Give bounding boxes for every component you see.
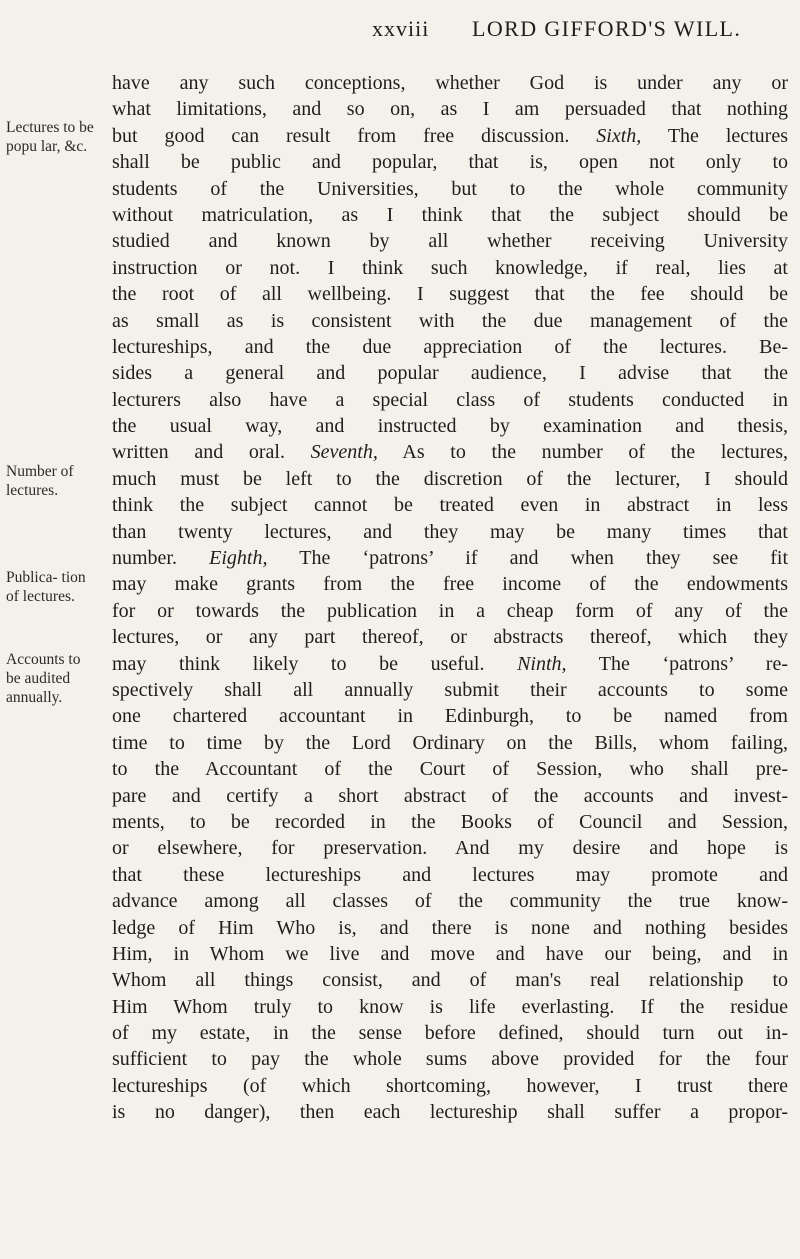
text-line: may think likely to be useful. Ninth, The ‘patrons’ re- bbox=[112, 652, 788, 675]
body-text bbox=[112, 70, 788, 1126]
text-line: advance among all classes of the community the true know- bbox=[112, 890, 788, 913]
text-line: studied and known by all whether receiving University bbox=[112, 230, 788, 253]
text-line: time to time by the Lord Ordinary on the Bills, whom failing, bbox=[112, 731, 788, 754]
text-line: what limitations, and so on, as I am persuaded that nothing bbox=[112, 98, 788, 121]
text-line: lectures, or any part thereof, or abstracts thereof, which they bbox=[112, 626, 788, 649]
page-header bbox=[0, 16, 800, 56]
margin-note-publication: Publica- tion of lectures. bbox=[6, 569, 86, 605]
text-line: number. Eighth, The ‘patrons’ if and when they see fit bbox=[112, 547, 789, 570]
text-line: may make grants from the free income of the endowments bbox=[112, 573, 788, 596]
text-line: one chartered accountant in Edinburgh, to be named from bbox=[112, 705, 788, 728]
margin-note-accounts: Accounts to be audited annually. bbox=[6, 651, 81, 706]
text-line: or elsewhere, for preservation. And my desire and hope is bbox=[112, 837, 788, 860]
text-line: lectureships (of which shortcoming, however, I trust there bbox=[112, 1074, 788, 1097]
text-line: Whom all things consist, and of man's real relationship to bbox=[112, 969, 788, 992]
text-line: instruction or not. I think such knowledge, if real, lies at bbox=[112, 256, 788, 279]
text-line: pare and certify a short abstract of the accounts and invest- bbox=[112, 784, 788, 807]
text-line: Him Whom truly to know is life everlasting. If the residue bbox=[112, 995, 788, 1018]
text-line: as small as is consistent with the due management of the bbox=[112, 309, 788, 332]
text-line: the usual way, and instructed by examination and thesis, bbox=[112, 415, 788, 438]
page-number: xxviii bbox=[372, 16, 430, 41]
text-line: much must be left to the discretion of the lecturer, I should bbox=[112, 467, 788, 490]
text-line: written and oral. Seventh, As to the number of the lectures, bbox=[112, 441, 789, 464]
text-line: sufficient to pay the whole sums above provided for the four bbox=[112, 1048, 788, 1071]
text-line: that these lectureships and lectures may promote and bbox=[112, 863, 788, 886]
text-line: think the subject cannot be treated even in abstract in less bbox=[112, 494, 788, 517]
text-line: ledge of Him Who is, and there is none and nothing besides bbox=[112, 916, 788, 939]
text-line: lecturers also have a special class of students conducted in bbox=[112, 388, 788, 411]
text-line: the root of all wellbeing. I suggest that the fee should be bbox=[112, 283, 788, 306]
text-line: lectureships, and the due appreciation of the lectures. Be- bbox=[112, 335, 788, 358]
text-line: ments, to be recorded in the Books of Council and Session, bbox=[112, 810, 788, 833]
text-line: of my estate, in the sense before defined, should turn out in- bbox=[112, 1022, 788, 1045]
text-line: but good can result from free discussion. Sixth, The lectures bbox=[112, 124, 789, 147]
text-line: have any such conceptions, whether God is under any or bbox=[112, 72, 788, 94]
clause-seventh: Seventh, bbox=[310, 441, 378, 464]
text-line: students of the Universities, but to the whole community bbox=[112, 177, 788, 200]
clause-ninth: Ninth, bbox=[517, 652, 567, 675]
clause-eighth: Eighth, bbox=[209, 547, 268, 570]
text-line: than twenty lectures, and they may be many times that bbox=[112, 520, 788, 543]
text-line: for or towards the publication in a cheap form of any of the bbox=[112, 599, 788, 622]
text-line: sides a general and popular audience, I advise that the bbox=[112, 362, 788, 385]
text-line: without matriculation, as I think that the subject should be bbox=[112, 203, 788, 226]
text-line: shall be public and popular, that is, open not only to bbox=[112, 151, 788, 174]
running-title: LORD GIFFORD'S WILL. bbox=[472, 16, 742, 41]
text-line: Him, in Whom we live and move and have our being, and in bbox=[112, 942, 788, 965]
margin-note-lectures-popular: Lectures to be popu lar, &c. bbox=[6, 119, 94, 155]
margin-note-number-of-lectures: Number of lectures. bbox=[6, 463, 74, 499]
text-line: to the Accountant of the Court of Session, who shall pre- bbox=[112, 758, 788, 781]
text-line: spectively shall all annually submit their accounts to some bbox=[112, 678, 788, 701]
text-line: is no danger), then each lectureship shall suffer a propor- bbox=[112, 1101, 788, 1124]
clause-sixth: Sixth, bbox=[596, 124, 642, 147]
